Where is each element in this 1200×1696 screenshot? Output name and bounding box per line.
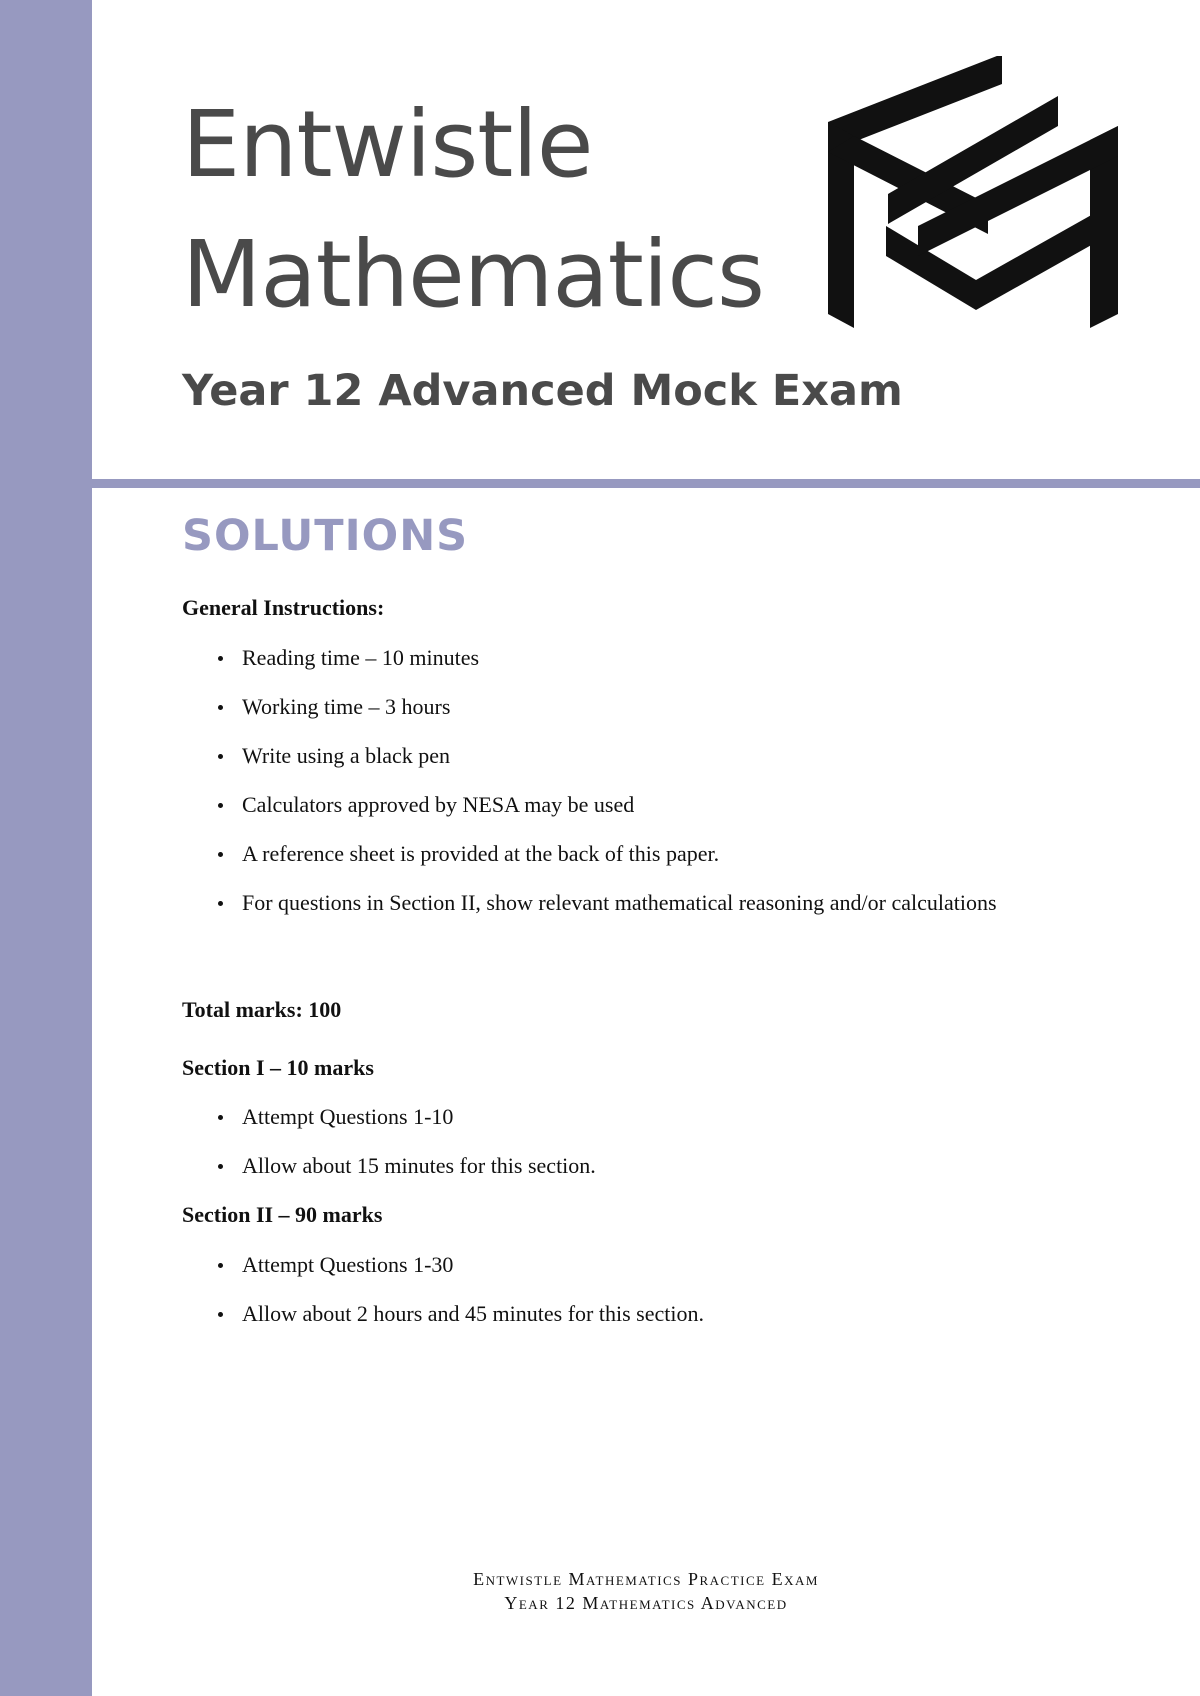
list-item: Attempt Questions 1-30 bbox=[182, 1253, 704, 1302]
list-item: Attempt Questions 1-10 bbox=[182, 1105, 596, 1154]
section-2-heading: Section II – 90 marks bbox=[182, 1202, 383, 1227]
exam-title: Year 12 Advanced Mock Exam bbox=[182, 366, 903, 416]
list-item: Allow about 2 hours and 45 minutes for this section. bbox=[182, 1302, 704, 1351]
brand-name-line-2: Mathematics bbox=[182, 221, 764, 328]
brand-name-line-1: Entwistle bbox=[182, 91, 593, 198]
section-1-heading: Section I – 10 marks bbox=[182, 1055, 374, 1080]
list-item: Reading time – 10 minutes bbox=[182, 646, 997, 695]
footer-line-1: Entwistle Mathematics Practice Exam bbox=[473, 1569, 819, 1589]
sidebar-accent-bar bbox=[0, 0, 92, 1696]
list-item: A reference sheet is provided at the back of this paper. bbox=[182, 842, 997, 891]
list-item: Calculators approved by NESA may be used bbox=[182, 793, 997, 842]
list-item: For questions in Section II, show relevant mathematical reasoning and/or calculations bbox=[182, 891, 997, 940]
total-marks: Total marks: 100 bbox=[182, 997, 342, 1022]
footer-line-2: Year 12 Mathematics Advanced bbox=[504, 1593, 788, 1613]
list-item: Write using a black pen bbox=[182, 744, 997, 793]
section-1-list bbox=[182, 1105, 596, 1203]
list-item: Working time – 3 hours bbox=[182, 695, 997, 744]
general-instructions-list bbox=[182, 646, 997, 940]
general-instructions-heading: General Instructions: bbox=[182, 595, 385, 620]
header-divider bbox=[92, 479, 1200, 488]
section-2-list bbox=[182, 1253, 704, 1351]
list-item: Allow about 15 minutes for this section. bbox=[182, 1154, 596, 1203]
solutions-label: SOLUTIONS bbox=[182, 511, 469, 561]
entwistle-mathematics-logo-icon bbox=[828, 56, 1118, 330]
